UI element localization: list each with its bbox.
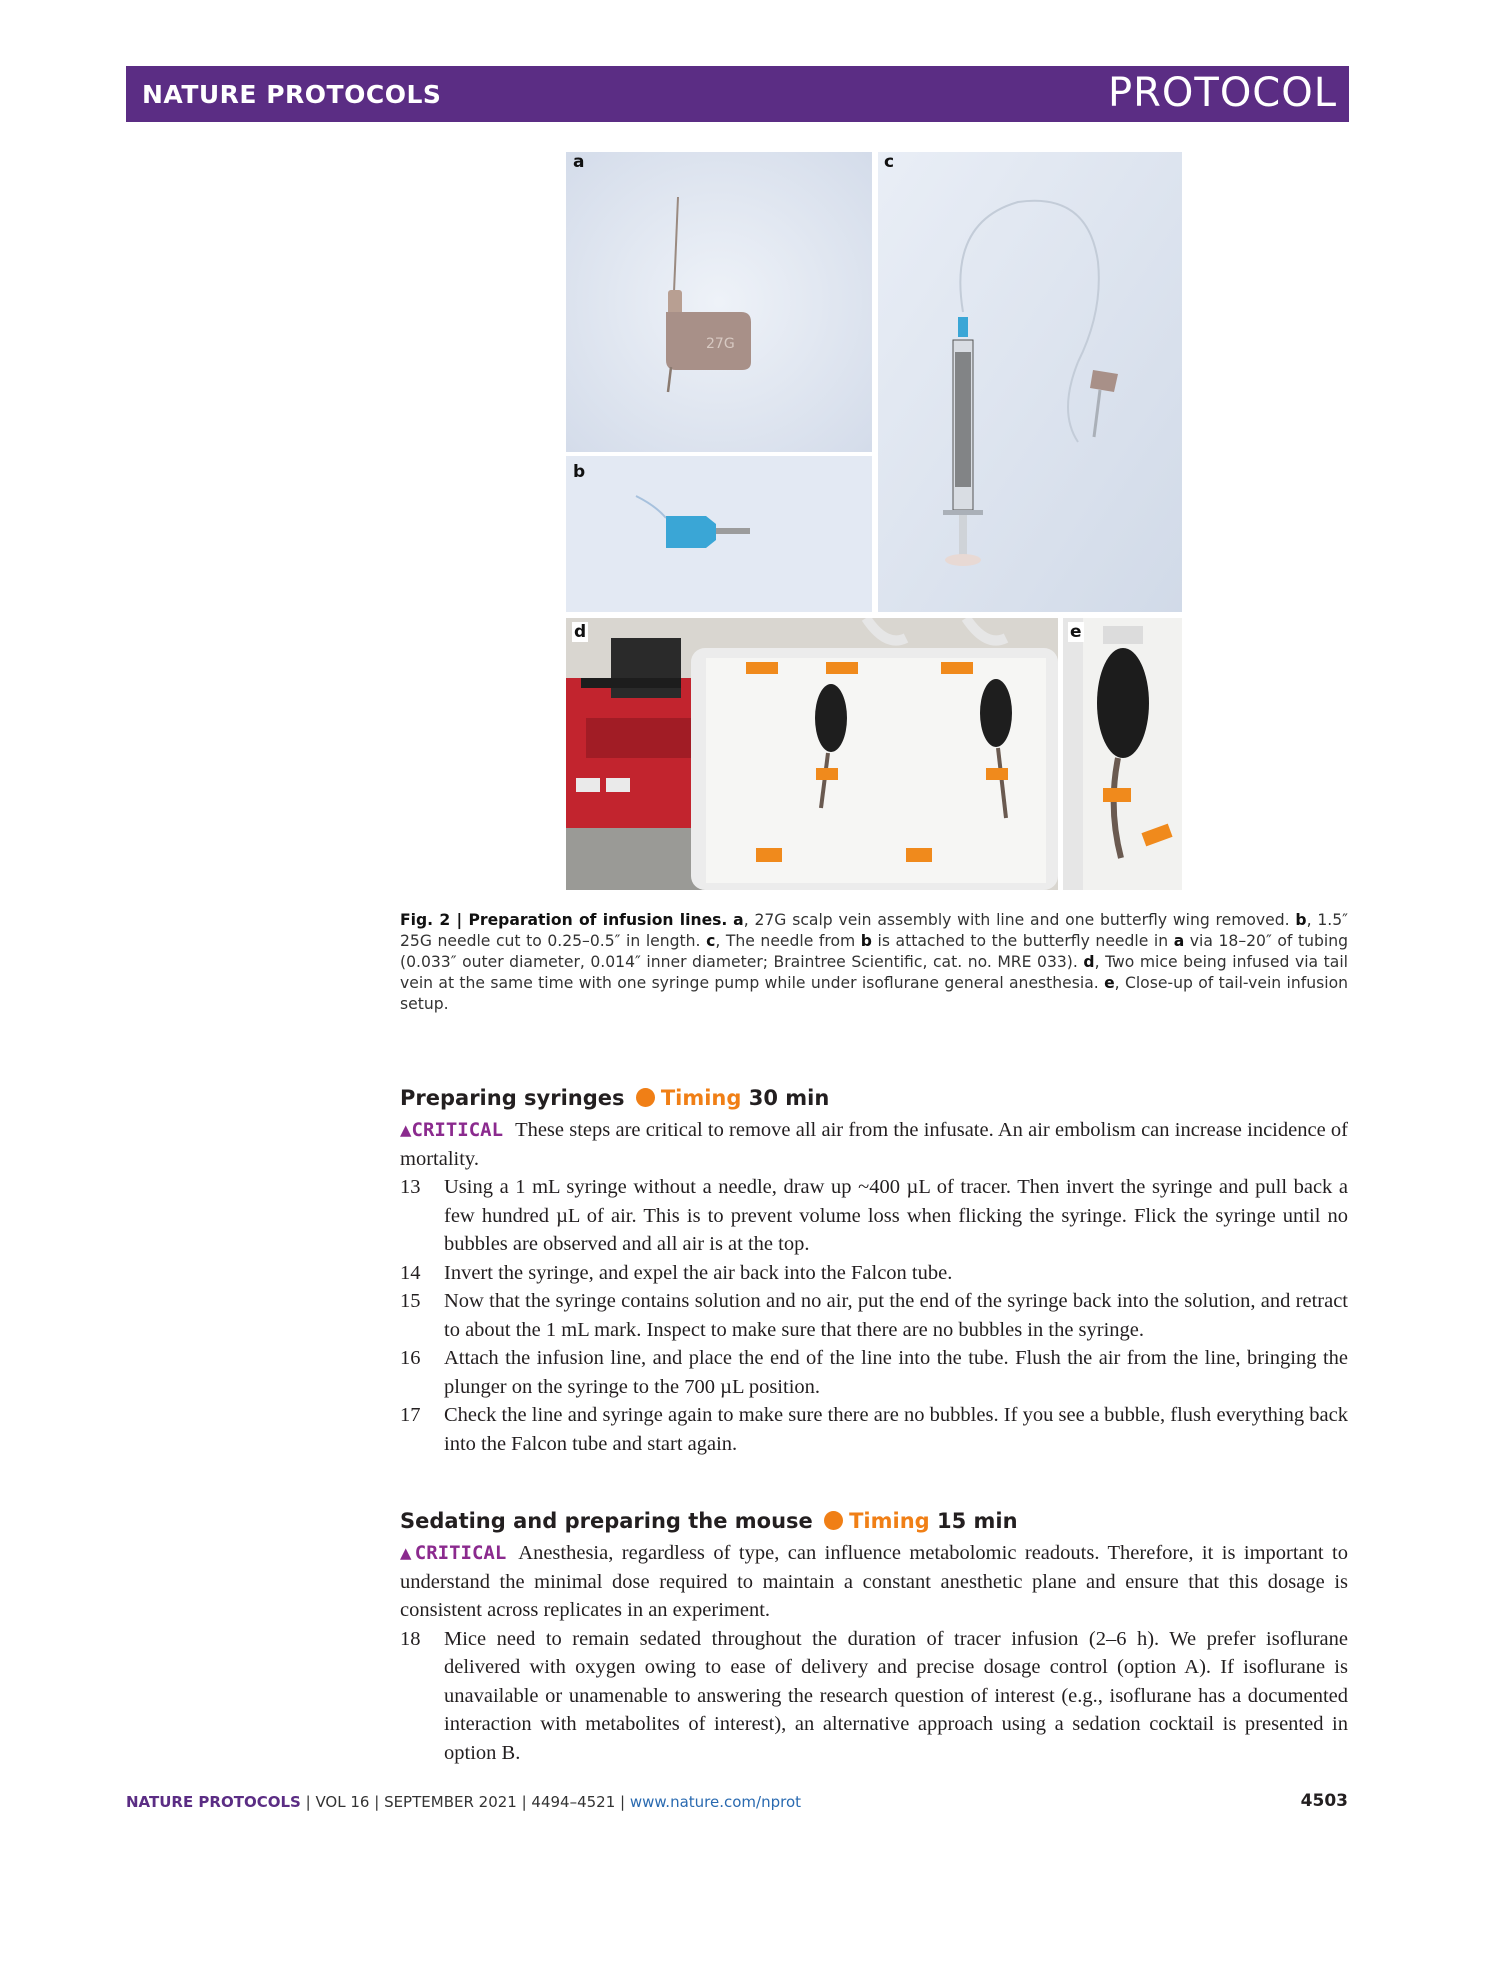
section-title: Sedating and preparing the mouse [400, 1509, 813, 1533]
syringe-needle-hub [958, 317, 968, 337]
page-footer [126, 1793, 801, 1811]
timing-value: 15 min [937, 1509, 1018, 1533]
procedure-step [400, 1259, 1348, 1288]
footer-separator: | [300, 1793, 316, 1811]
caption-text-c3: via 18–20″ of tubing (0.033″ outer diameter, 0.014″ inner diameter; Braintree Scientific, cat. no. MRE 033). [400, 932, 1348, 971]
procedure-step [400, 1287, 1348, 1344]
footer-separator: | [615, 1793, 630, 1811]
caption-letter-b: b [1295, 911, 1307, 929]
caption-ref-b: b [860, 932, 872, 950]
syringe-plunger [945, 554, 981, 566]
figure-panel-a [566, 152, 872, 452]
footer-pages: 4494–4521 [531, 1793, 616, 1811]
panel-d-photo [566, 618, 1058, 890]
figure-panel-c [878, 152, 1182, 612]
caption-text-d: , Two mice being infused via tail vein at the same time with one syringe pump while under isoflurane general anesthesia. [400, 953, 1348, 992]
panel-label-a: a [573, 152, 585, 172]
figure-caption [400, 910, 1348, 1015]
procedure-step [400, 1344, 1348, 1401]
step-number: 13 [400, 1176, 421, 1198]
caption-ref-a: a [1173, 932, 1185, 950]
step-text: Check the line and syringe again to make sure there are no bubbles. If you see a bubble, flush everything back into the Falcon tube and start again. [444, 1404, 1348, 1455]
critical-note [400, 1539, 1348, 1625]
step-text: Now that the syringe contains solution and no air, put the end of the syringe back into the solution, and retract to about the 1 mL mark. Inspect to make sure that there are no bubbles in the syringe. [444, 1290, 1348, 1341]
caption-text-e: , Close-up of tail-vein infusion setup. [400, 974, 1348, 1013]
page-number: 4503 [1300, 1791, 1348, 1811]
footer-url-link[interactable]: www.nature.com/nprot [629, 1793, 802, 1811]
panel-e-photo [1063, 618, 1182, 890]
figure-panel-d [566, 618, 1058, 890]
critical-note [400, 1116, 1348, 1173]
critical-label: ▲CRITICAL [400, 1119, 504, 1141]
timing-label: Timing [660, 1086, 742, 1110]
journal-name: NATURE PROTOCOLS [142, 80, 442, 109]
panel-label-e: e [1070, 622, 1082, 642]
needle-hub-blue [666, 516, 716, 548]
step-number: 18 [400, 1627, 421, 1650]
panel-b-photo [566, 456, 872, 612]
procedure-step [400, 1401, 1348, 1458]
procedure-step [400, 1173, 1348, 1259]
section-preparing-syringes [400, 1086, 1348, 1458]
step-text: Attach the infusion line, and place the end of the line into the tube. Flush the air from the line, bringing the plunger on the syringe to the 700 µL position. [444, 1347, 1348, 1398]
section-sedating-mouse [400, 1509, 1348, 1767]
timing-value: 30 min [748, 1086, 830, 1110]
critical-text: Anesthesia, regardless of type, can influence metabolomic readouts. Therefore, it is important to understand the minimal dose required to maintain a constant anesthetic plane and ensure that this dosage is consistent across replicates in an experiment. [400, 1542, 1348, 1621]
footer-separator: | [369, 1793, 385, 1811]
figure-panel-b [566, 456, 872, 612]
mouse-closeup [1097, 648, 1149, 758]
caption-letter-d: d [1083, 953, 1095, 971]
footer-volume: VOL 16 [315, 1793, 370, 1811]
step-text: Using a 1 mL syringe without a needle, draw up ~400 µL of tracer. Then invert the syringe and pull back a few hundred µL of air. This is to prevent volume loss when flicking the syringe. Flick the syringe until no bubbles are observed and all air is at the top. [444, 1176, 1348, 1255]
panel-c-photo [878, 152, 1182, 612]
timing-dot-icon [824, 1511, 843, 1530]
cut-needle [716, 528, 750, 534]
procedure-step [400, 1625, 1348, 1768]
step-text: Invert the syringe, and expel the air back into the Falcon tube. [444, 1261, 953, 1284]
step-number: 14 [400, 1261, 421, 1284]
mouse-right [980, 679, 1012, 747]
caption-text-a: , 27G scalp vein assembly with line and one butterfly wing removed. [743, 911, 1296, 929]
footer-journal: NATURE PROTOCOLS [126, 1793, 301, 1811]
caption-letter-e: e [1104, 974, 1115, 992]
timing-label: Timing [849, 1509, 930, 1533]
panel-a-photo [566, 152, 872, 452]
caption-text-c1: , The needle from [715, 932, 861, 950]
caption-title: Preparation of infusion lines. [468, 911, 728, 929]
step-number: 16 [400, 1347, 421, 1369]
caption-text-c2: is attached to the butterfly needle in [871, 932, 1174, 950]
timing-dot-icon [636, 1088, 655, 1107]
caption-letter-a: a [733, 911, 744, 929]
panel-label-b: b [573, 462, 586, 482]
panel-label-d: d [574, 622, 587, 642]
mouse-left [815, 684, 847, 752]
step-number: 17 [400, 1404, 421, 1426]
section-heading [400, 1086, 1348, 1116]
footer-separator: | [516, 1793, 532, 1811]
critical-text: These steps are critical to remove all air from the infusate. An air embolism can increase incidence of mortality. [400, 1119, 1348, 1170]
caption-letter-c: c [706, 932, 716, 950]
footer-date: SEPTEMBER 2021 [384, 1793, 517, 1811]
section-heading [400, 1509, 1348, 1539]
caption-text-b: , 1.5″ 25G needle cut to 0.25–0.5″ in length. [400, 911, 1348, 950]
caption-label: Fig. 2 | [400, 911, 469, 929]
section-title: Preparing syringes [400, 1086, 625, 1110]
article-type: PROTOCOL [1107, 70, 1337, 116]
step-text: Mice need to remain sedated throughout the duration of tracer infusion (2–6 h). We prefer isoflurane delivered with oxygen owing to ease of delivery and precise dosage control (option A). If isoflurane is unavailable or unamenable to answering the research question of interest (e.g., isoflurane has a documented interaction with metabolites of interest), an alternative approach using a sedation cocktail is presented in option B. [444, 1627, 1348, 1764]
step-number: 15 [400, 1290, 421, 1312]
critical-label: ▲CRITICAL [400, 1542, 507, 1564]
gauge-print: 27G [706, 336, 735, 352]
figure-panel-e [1063, 618, 1182, 890]
panel-label-c: c [884, 152, 895, 172]
